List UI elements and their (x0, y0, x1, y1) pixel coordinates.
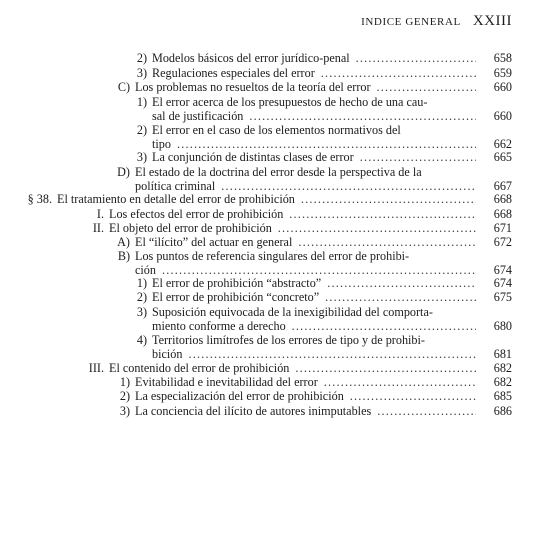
toc-entry (0, 334, 534, 361)
leader-dots (298, 236, 476, 250)
toc-entry-number: 3) (136, 66, 147, 80)
toc-entry-text: El contenido del error de prohibición (109, 361, 290, 375)
toc-entry-number: C) (117, 80, 130, 94)
leader-dots (356, 52, 476, 66)
toc-entry-text: Modelos básicos del error jurídico-penal (152, 51, 350, 65)
leader-dots (377, 405, 476, 419)
toc-entry-page: 662 (493, 136, 512, 151)
toc-entry-page: 674 (493, 262, 512, 277)
toc-entry-page: 674 (493, 276, 512, 290)
toc-entry-text: La conciencia del ilícito de autores inimputables (135, 404, 372, 418)
toc-entry-text: El error de prohibición “abstracto” (152, 276, 322, 290)
toc-entry (0, 236, 534, 250)
toc-entry-page: 680 (493, 318, 512, 333)
toc-entry-number: 1) (136, 276, 147, 290)
toc-entry-page: 660 (493, 80, 512, 94)
leader-dots (377, 81, 476, 95)
toc-entry-page: 671 (493, 221, 512, 235)
toc-entry-number: 2) (119, 389, 130, 403)
toc-entry-page: 668 (493, 192, 512, 206)
toc-entry-text: miento conforme a derecho (152, 318, 286, 333)
toc-entry (0, 151, 534, 165)
leader-dots (321, 67, 476, 81)
toc-entry (0, 96, 534, 123)
toc-entry (0, 277, 534, 291)
toc-entry-text: ción (135, 262, 156, 277)
toc-entry-text: El error acerca de los presupuestos de hecho de una cau- (152, 95, 428, 109)
leader-dots (295, 362, 476, 376)
leader-dots (221, 180, 476, 194)
toc-entry-text: La especialización del error de prohibición (135, 389, 344, 403)
toc-entry-text: Suposición equivocada de la inexigibilidad del comporta- (152, 305, 433, 319)
toc-entry-page: 675 (493, 290, 512, 304)
running-header (361, 13, 512, 30)
leader-dots (327, 277, 476, 291)
toc-entry-text: El error de prohibición “concreto” (152, 290, 320, 304)
toc-entry-number: A) (117, 235, 130, 249)
toc-entry-text: Los problemas no resueltos de la teoría del error (135, 80, 371, 94)
leader-dots (360, 151, 476, 165)
toc-entry-text: El error en el caso de los elementos normativos del (152, 123, 401, 137)
leader-dots (301, 193, 476, 207)
toc-entry-text: política criminal (135, 178, 216, 193)
toc-entry-page: 660 (493, 108, 512, 123)
toc-entry-text: sal de justificación (152, 108, 244, 123)
toc-entry-page: 682 (493, 361, 512, 375)
leader-dots (188, 348, 476, 362)
toc-entry (0, 124, 534, 151)
toc-entry-number: III. (88, 361, 104, 375)
leader-dots (289, 208, 476, 222)
toc-entry-page: 686 (493, 404, 512, 418)
leader-dots (324, 376, 476, 390)
toc-entry-text: bición (152, 346, 183, 361)
toc-entry-text: El objeto del error de prohibición (109, 221, 272, 235)
toc-entry-page: 685 (493, 389, 512, 403)
leader-dots (249, 110, 476, 124)
toc-entry-number: 4) (136, 333, 147, 347)
toc-entry-number: D) (117, 165, 130, 179)
toc-entry (0, 193, 534, 207)
toc-entry (0, 405, 534, 419)
toc-entry-page: 672 (493, 235, 512, 249)
toc-entry (0, 166, 534, 193)
leader-dots (177, 138, 476, 152)
toc-entry-number: I. (96, 207, 104, 221)
toc-entry-page: 682 (493, 375, 512, 389)
leader-dots (278, 222, 476, 236)
toc-entry-text: tipo (152, 136, 171, 151)
toc-entry (0, 52, 534, 66)
toc-entry-page: 681 (493, 346, 512, 361)
leader-dots (292, 320, 476, 334)
toc-entry-number: § 38. (27, 192, 52, 206)
toc-entry-number: 2) (136, 51, 147, 65)
toc-entry-number: 1) (136, 95, 147, 109)
toc-entry-number: 2) (136, 123, 147, 137)
toc-entry-number: B) (117, 249, 130, 263)
header-section-title: INDICE GENERAL (361, 16, 461, 28)
toc-entry (0, 376, 534, 390)
toc-entry (0, 250, 534, 277)
leader-dots (350, 390, 476, 404)
toc-entry-number: 3) (136, 305, 147, 319)
toc-entry-page: 667 (493, 178, 512, 193)
toc-entry-number: 2) (136, 290, 147, 304)
toc-entry-text: El estado de la doctrina del error desde la perspectiva de la (135, 165, 422, 179)
toc-entry-number: 3) (136, 150, 147, 164)
toc-entry-text: Los efectos del error de prohibición (109, 207, 284, 221)
header-page-number: XXIII (472, 13, 512, 29)
toc-entry (0, 222, 534, 236)
toc-entry-number: 1) (119, 375, 130, 389)
toc-entry-text: Regulaciones especiales del error (152, 66, 315, 80)
toc-entry-number: 3) (119, 404, 130, 418)
toc-entry-number: II. (92, 221, 104, 235)
toc-entry-page: 658 (493, 51, 512, 65)
toc-entry (0, 390, 534, 404)
toc-entry-text: El “ilícito” del actuar en general (135, 235, 293, 249)
toc-entry (0, 208, 534, 222)
toc-entry-text: Los puntos de referencia singulares del error de prohibi- (135, 249, 410, 263)
toc-entry-page: 659 (493, 66, 512, 80)
toc-entry-text: Territorios limítrofes de los errores de tipo y de prohibi- (152, 333, 425, 347)
toc-entry-text: El tratamiento en detalle del error de prohibición (57, 192, 295, 206)
toc-entry-page: 668 (493, 207, 512, 221)
toc-entry-text: Evitabilidad e inevitabilidad del error (135, 375, 318, 389)
toc-entry-text: La conjunción de distintas clases de error (152, 150, 354, 164)
toc-entry (0, 81, 534, 95)
toc-entry (0, 67, 534, 81)
toc-entry (0, 291, 534, 305)
toc-entry-page: 665 (493, 150, 512, 164)
toc-entry (0, 362, 534, 376)
leader-dots (325, 291, 476, 305)
toc-entry (0, 306, 534, 333)
leader-dots (162, 264, 476, 278)
